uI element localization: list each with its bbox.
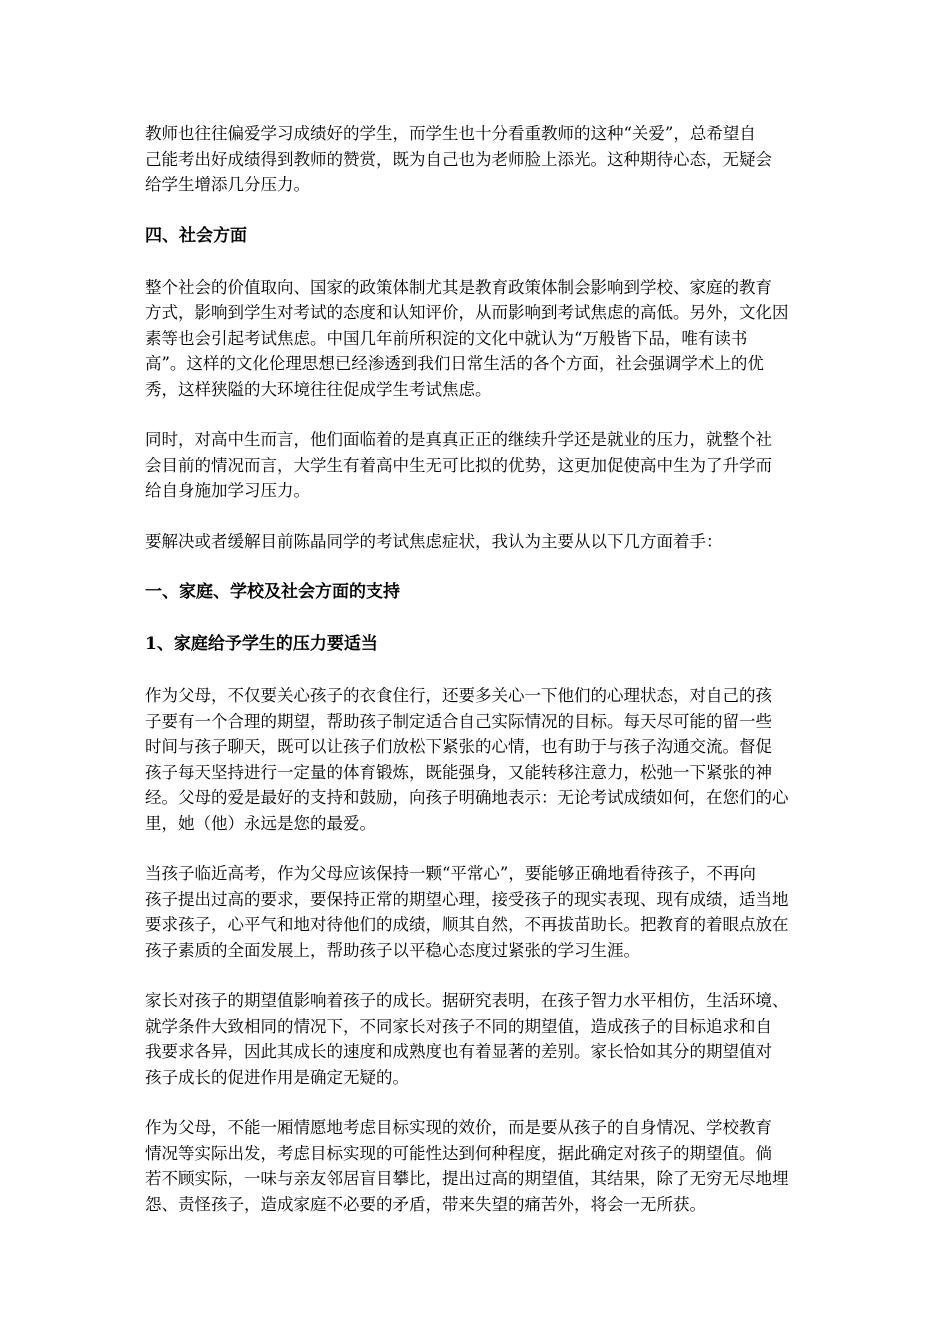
text-line: 作为父母，不能一厢情愿地考虑目标实现的效价，而是要从孩子的自身情况、学校教育 [145,1118,772,1137]
text-line: 家长对孩子的期望值影响着孩子的成长。据研究表明，在孩子智力水平相仿，生活环境、 [145,991,789,1010]
heading-social-aspect: 四、社会方面 [145,225,247,246]
text-line: 时间与孩子聊天，既可以让孩子们放松下紧张的心情，也有助于与孩子沟通交流。督促 [145,737,772,756]
paragraph-normal-mind [145,861,810,963]
text-line: 给自身施加学习压力。 [145,481,310,500]
text-line: 要解决或者缓解目前陈晶同学的考试焦虑症状，我认为主要从以下几方面着手： [145,531,723,551]
text-line: 同时，对高中生而言，他们面临着的是真真正正的继续升学还是就业的压力，就整个社 [145,430,772,449]
text-line: 当孩子临近高考，作为父母应该保持一颗“平常心”，要能够正确地看待孩子，不再向 [145,864,756,883]
text-line: 就学条件大致相同的情况下，不同家长对孩子不同的期望值，造成孩子的目标追求和自 [145,1016,772,1036]
paragraph-parents-care [145,683,810,836]
text-line: 会目前的情况而言，大学生有着高中生无可比拟的优势，这更加促使高中生为了升学而 [145,455,772,475]
text-line: 孩子素质的全面发展上，帮助孩子以平稳心态度过紧张的学习生涯。 [145,940,640,960]
text-line: 给学生增添几分压力。 [145,175,310,194]
document-body [145,121,810,1217]
text-line: 里，她（他）永远是您的最爱。 [145,813,376,833]
paragraph-solution-intro [145,529,810,555]
text-line: 作为父母，不仅要关心孩子的衣食住行，还要多关心一下他们的心理状态，对自己的孩 [145,686,772,705]
text-line: 高”。这样的文化伦理思想已经渗透到我们日常生活的各个方面，社会强调学术上的优 [145,354,764,373]
heading-family-pressure: 1、家庭给予学生的压力要适当 [145,634,378,654]
text-line: 若不顾实际，一味与亲友邻居盲目攀比，提出过高的期望值，其结果，除了无穷无尽地埋 [145,1169,789,1188]
paragraph-teacher-expectation [145,121,810,198]
text-line: 方式，影响到学生对考试的态度和认知评价，从而影响到考试焦虑的高低。另外，文化因 [145,303,789,322]
text-line: 孩子提出过高的要求，要保持正常的期望心理，接受孩子的现实表现、现有成绩，适当地 [145,889,789,909]
text-line: 己能考出好成绩得到教师的赞赏，既为自己也为老师脸上添光。这种期待心态，无疑会 [145,149,772,169]
text-line: 我要求各异，因此其成长的速度和成熟度也有着显著的差别。家长恰如其分的期望值对 [145,1042,772,1061]
paragraph-realistic-goals [145,1115,810,1217]
text-line: 怨、责怪孩子，造成家庭不必要的矛盾，带来失望的痛苦外，将会一无所获。 [145,1194,706,1214]
text-line: 孩子每天坚持进行一定量的体育锻炼，既能强身，又能转移注意力，松弛一下紧张的神 [145,762,772,782]
paragraph-expectation-value [145,988,810,1090]
paragraph-social-values [145,275,810,403]
text-line: 教师也往往偏爱学习成绩好的学生，而学生也十分看重教师的这种“关爱”，总希望自 [145,124,756,143]
text-line: 要求孩子，心平气和地对待他们的成绩，顺其自然，不再拔苗助长。把教育的着眼点放在 [145,915,789,934]
text-line: 经。父母的爱是最好的支持和鼓励，向孩子明确地表示：无论考试成绩如何，在您们的心 [145,788,789,807]
paragraph-high-school-pressure [145,427,810,504]
text-line: 情况等实际出发，考虑目标实现的可能性达到何种程度，据此确定对孩子的期望值。倘 [145,1143,772,1163]
text-line: 子要有一个合理的期望，帮助孩子制定适合自己实际情况的目标。每天尽可能的留一些 [145,711,772,731]
heading-support: 一、家庭、学校及社会方面的支持 [145,582,400,602]
text-line: 素等也会引起考试焦虑。中国几年前所积淀的文化中就认为“万般皆下品，唯有读书 [145,328,748,348]
text-line: 秀，这样狭隘的大环境往往促成学生考试焦虑。 [145,379,492,399]
text-line: 整个社会的价值取向、国家的政策体制尤其是教育政策体制会影响到学校、家庭的教育 [145,277,772,297]
text-line: 孩子成长的促进作用是确定无疑的。 [145,1067,409,1087]
